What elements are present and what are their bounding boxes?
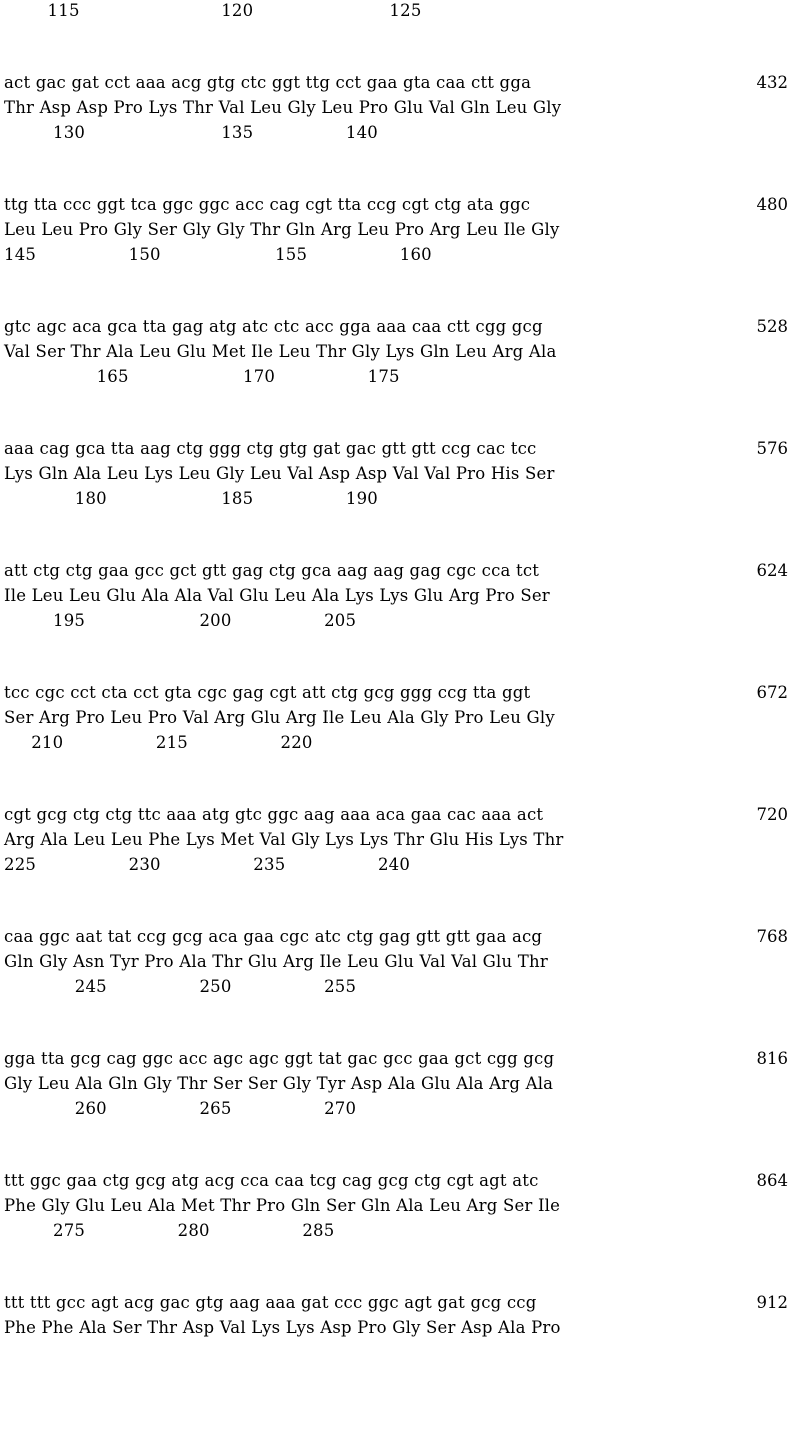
- residue-end-number: 672: [756, 683, 788, 702]
- residue-end-number: 624: [756, 561, 788, 580]
- residue-end-number: 720: [756, 805, 788, 824]
- coordinate-line: 225 230 235 240: [4, 855, 411, 874]
- coordinate-line: 210 215 220: [4, 733, 313, 752]
- residue-end-number: 912: [756, 1293, 788, 1312]
- protein-line: Thr Asp Asp Pro Lys Thr Val Leu Gly Leu Pro Glu Val Gln Leu Gly: [4, 98, 562, 117]
- sequence-block: [0, 436, 800, 511]
- sequence-block: [0, 558, 800, 633]
- coordinate-line: 115 120 125: [4, 1, 422, 20]
- block-spacer: [0, 389, 800, 436]
- block-spacer: [0, 145, 800, 192]
- dna-line: gga tta gcg cag ggc acc agc agc ggt tat gac gcc gaa gct cgg gcg: [4, 1049, 555, 1068]
- sequence-block: [0, 1046, 800, 1121]
- sequence-block: [0, 680, 800, 755]
- protein-line: Leu Leu Pro Gly Ser Gly Gly Thr Gln Arg Leu Pro Arg Leu Ile Gly: [4, 220, 560, 239]
- block-spacer: [0, 755, 800, 802]
- dna-line: gtc agc aca gca tta gag atg atc ctc acc gga aaa caa ctt cgg gcg: [4, 317, 543, 336]
- sequence-block: [0, 0, 800, 23]
- block-spacer: [0, 267, 800, 314]
- protein-line: Ser Arg Pro Leu Pro Val Arg Glu Arg Ile Leu Ala Gly Pro Leu Gly: [4, 708, 555, 727]
- dna-line: att ctg ctg gaa gcc gct gtt gag ctg gca aag aag gag cgc cca tct: [4, 561, 540, 580]
- residue-end-number: 768: [756, 927, 788, 946]
- residue-end-number: 432: [756, 73, 788, 92]
- coordinate-line: 130 135 140: [4, 123, 378, 142]
- dna-line: ttt ttt gcc agt acg gac gtg aag aaa gat ccc ggc agt gat gcg ccg: [4, 1293, 537, 1312]
- sequence-block: [0, 1168, 800, 1243]
- dna-line: caa ggc aat tat ccg gcg aca gaa cgc atc ctg gag gtt gtt gaa acg: [4, 927, 543, 946]
- protein-line: Gln Gly Asn Tyr Pro Ala Thr Glu Arg Ile Leu Glu Val Val Glu Thr: [4, 952, 548, 971]
- sequence-block: [0, 1290, 800, 1340]
- protein-line: Lys Gln Ala Leu Lys Leu Gly Leu Val Asp Asp Val Val Pro His Ser: [4, 464, 555, 483]
- coordinate-line: 165 170 175: [4, 367, 400, 386]
- coordinate-line: 260 265 270: [4, 1099, 357, 1118]
- sequence-block: [0, 192, 800, 267]
- dna-line: cgt gcg ctg ctg ttc aaa atg gtc ggc aag aaa aca gaa cac aaa act: [4, 805, 544, 824]
- dna-line: tcc cgc cct cta cct gta cgc gag cgt att ctg gcg ggg ccg tta ggt: [4, 683, 531, 702]
- dna-line: ttg tta ccc ggt tca ggc ggc acc cag cgt tta ccg cgt ctg ata ggc: [4, 195, 531, 214]
- block-spacer: [0, 1243, 800, 1290]
- protein-line: Phe Phe Ala Ser Thr Asp Val Lys Lys Asp Pro Gly Ser Asp Ala Pro: [4, 1318, 561, 1337]
- coordinate-line: 195 200 205: [4, 611, 357, 630]
- block-spacer: [0, 511, 800, 558]
- residue-end-number: 816: [756, 1049, 788, 1068]
- protein-line: Val Ser Thr Ala Leu Glu Met Ile Leu Thr Gly Lys Gln Leu Arg Ala: [4, 342, 557, 361]
- dna-line: ttt ggc gaa ctg gcg atg acg cca caa tcg cag gcg ctg cgt agt atc: [4, 1171, 539, 1190]
- block-spacer: [0, 999, 800, 1046]
- residue-end-number: 576: [756, 439, 788, 458]
- coordinate-line: 245 250 255: [4, 977, 357, 996]
- sequence-block: [0, 70, 800, 145]
- sequence-block: [0, 924, 800, 999]
- block-spacer: [0, 23, 800, 70]
- protein-line: Gly Leu Ala Gln Gly Thr Ser Ser Gly Tyr Asp Ala Glu Ala Arg Ala: [4, 1074, 554, 1093]
- protein-line: Arg Ala Leu Leu Phe Lys Met Val Gly Lys Lys Thr Glu His Lys Thr: [4, 830, 564, 849]
- coordinate-line: 275 280 285: [4, 1221, 335, 1240]
- coordinate-line: 145 150 155 160: [4, 245, 432, 264]
- protein-line: Phe Gly Glu Leu Ala Met Thr Pro Gln Ser Gln Ala Leu Arg Ser Ile: [4, 1196, 561, 1215]
- residue-end-number: 528: [756, 317, 788, 336]
- sequence-block: [0, 314, 800, 389]
- residue-end-number: 864: [756, 1171, 788, 1190]
- residue-end-number: 480: [756, 195, 788, 214]
- dna-line: act gac gat cct aaa acg gtg ctc ggt ttg cct gaa gta caa ctt gga: [4, 73, 532, 92]
- block-spacer: [0, 877, 800, 924]
- protein-line: Ile Leu Leu Glu Ala Ala Val Glu Leu Ala Lys Lys Glu Arg Pro Ser: [4, 586, 550, 605]
- block-spacer: [0, 633, 800, 680]
- sequence-block: [0, 802, 800, 877]
- block-spacer: [0, 1121, 800, 1168]
- coordinate-line: 180 185 190: [4, 489, 378, 508]
- dna-line: aaa cag gca tta aag ctg ggg ctg gtg gat gac gtt gtt ccg cac tcc: [4, 439, 537, 458]
